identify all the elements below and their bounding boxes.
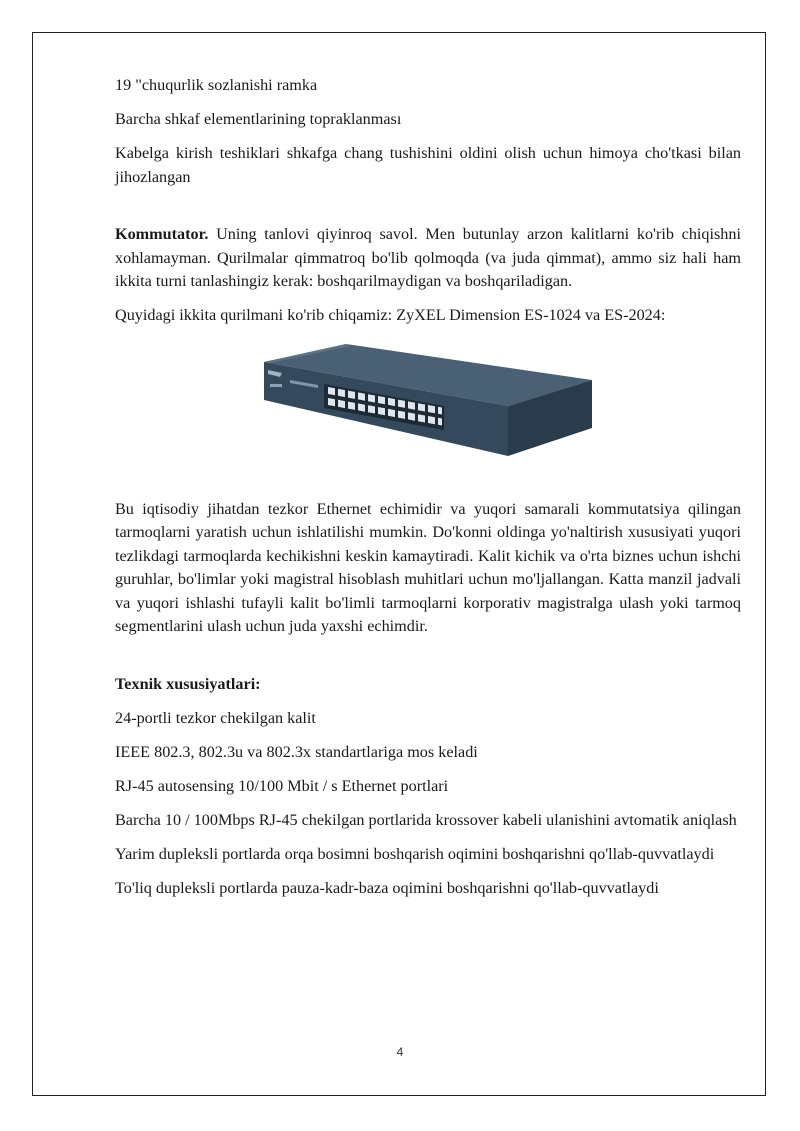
switch-term: Kommutator. bbox=[115, 225, 209, 243]
spec-item-4: Barcha 10 / 100Mbps RJ-45 chekilgan portlarida krossover kabeli ulanishini avtomatik aniqlash bbox=[115, 810, 737, 829]
page-number: 4 bbox=[396, 1045, 404, 1059]
spec-item-5: Yarim dupleksli portlarda orqa bosimni boshqarish oqimini boshqarishni qo'llab-quvvatlaydi bbox=[115, 844, 715, 863]
switch-illustration bbox=[260, 340, 595, 458]
cabinet-feature-1: 19 "chuqurlik sozlanishi ramka bbox=[115, 76, 318, 94]
switch-description-paragraph: Bu iqtisodiy jihatdan tezkor Ethernet echimidir va yuqori samarali kommutatsiya qilingan tarmoqlarni yaratish uchun ishlatilishi mumkin. Do'konni oldinga yo'naltirish xususiyati yuqori tezlikdagi tarmoqlarda kechikishni keskin kamaytiradi. Kalit kichik va o'rta biznes uchun ishchi guruhlar, bo'limlar yoki magistral hisoblash muhitlari uchun mo'ljallangan. Katta manzil jadvali va yuqori ishlashi tufayli kalit bo'limli tarmoqlarni korporativ magistralga ulash yoki tarmoq segmentlarini ulash uchun juda yaxshi echimdir. bbox=[115, 499, 741, 635]
switch-intro-text: Uning tanlovi qiyinroq savol. Men butunlay arzon kalitlarni ko'rib chiqishni xohlamayman. Qurilmalar qimmatroq bo'lib qolmoqda (va juda qimmat), ammo siz hali ham ikkita turni tanlashingiz kerak: boshqarilmaydigan va boshqariladigan. bbox=[115, 225, 741, 290]
spec-item-1: 24-portli tezkor chekilgan kalit bbox=[115, 708, 316, 727]
spec-item-3: RJ-45 autosensing 10/100 Mbit / s Ethernet portlari bbox=[115, 776, 449, 795]
spec-item-2: IEEE 802.3, 802.3u va 802.3x standartlariga mos keladi bbox=[115, 742, 478, 761]
specs-heading: Texnik xususiyatlari: bbox=[115, 674, 261, 693]
devices-intro-paragraph: Quyidagi ikkita qurilmani ko'rib chiqamiz: ZyXEL Dimension ES-1024 va ES-2024: bbox=[115, 306, 666, 324]
cabinet-feature-2: Barcha shkaf elementlarining topraklanması bbox=[115, 110, 402, 128]
cabinet-feature-3: Kabelga kirish teshiklari shkafga chang tushishini oldini olish uchun himoya cho'tkasi bilan jihozlangan bbox=[115, 144, 741, 186]
switch-intro-paragraph bbox=[115, 223, 741, 294]
spec-item-6: To'liq dupleksli portlarda pauza-kadr-baza oqimini boshqarishni qo'llab-quvvatlaydi bbox=[115, 878, 659, 897]
network-switch-image bbox=[115, 340, 741, 490]
document-body bbox=[115, 74, 741, 900]
